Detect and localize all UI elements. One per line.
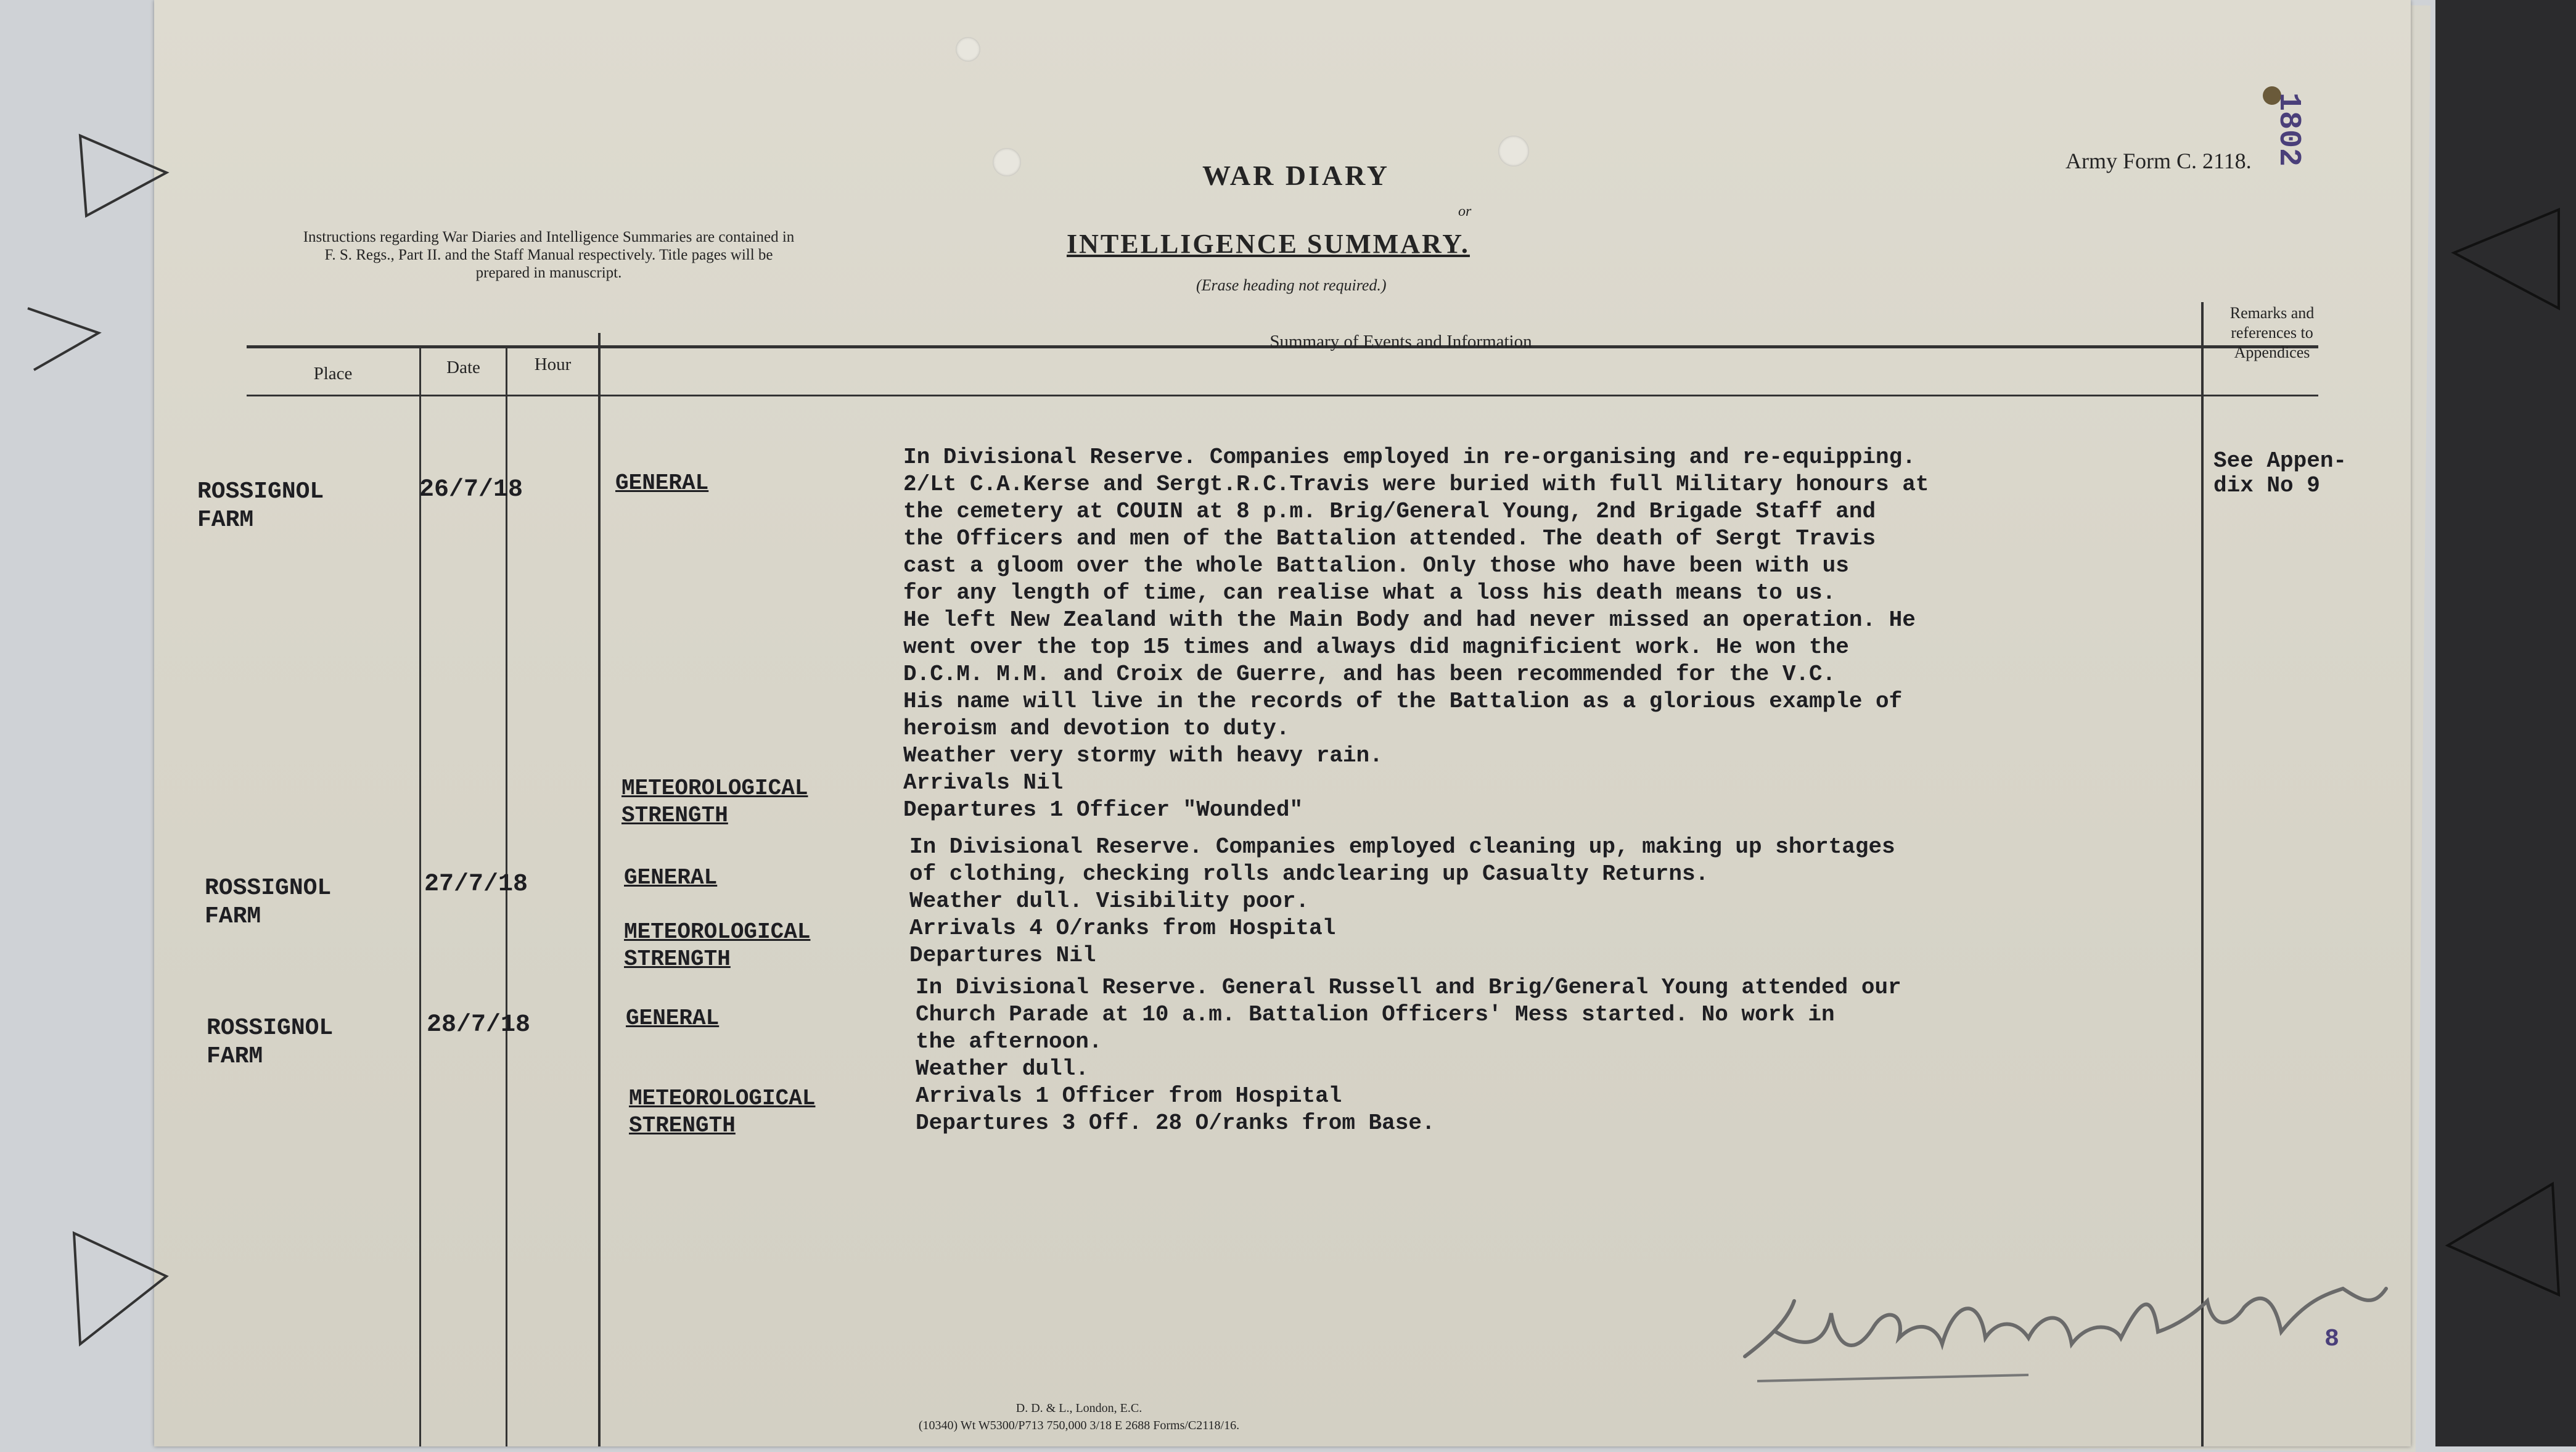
event-line: heroism and devotion to duty.: [903, 716, 1290, 741]
event-line: Departures 3 Off. 28 O/ranks from Base.: [916, 1110, 1435, 1136]
event-line: Arrivals 1 Officer from Hospital: [916, 1083, 1342, 1109]
event-line: In Divisional Reserve. Companies employed in re-organising and re-equipping.: [903, 445, 1916, 470]
page-subtitle: INTELLIGENCE SUMMARY.: [1067, 229, 1470, 259]
entry-remark: [2213, 449, 2347, 498]
registration-triangle-icon: [62, 1227, 173, 1350]
entry-heading-general: GENERAL: [624, 865, 718, 890]
instructions-text: Instructions regarding War Diaries and Intelligence Summaries are contained in F. S. Regs., Part II. and the Staff Manual respectively. Title pages will be prepared in manuscript.: [303, 229, 795, 281]
registration-triangle-icon: [18, 296, 105, 382]
tear-mark: [993, 148, 1021, 176]
event-line: In Divisional Reserve. General Russell and Brig/General Young attended our: [916, 975, 1901, 1000]
header-bottom-rule: [247, 395, 2318, 396]
signature: [1720, 1264, 2411, 1400]
column-header-date: Date: [446, 358, 480, 377]
event-line: Weather dull. Visibility poor.: [909, 888, 1310, 914]
place-line: ROSSIGNOL: [197, 478, 324, 505]
entry-heading-strength: STRENGTH: [624, 946, 731, 972]
event-line: Weather very stormy with heavy rain.: [903, 743, 1383, 768]
erase-note: (Erase heading not required.): [1196, 276, 1387, 294]
war-diary-page: [154, 0, 2411, 1446]
event-line: In Divisional Reserve. Companies employed cleaning up, making up shortages: [909, 834, 1895, 859]
event-line: Church Parade at 10 a.m. Battalion Officers' Mess started. No work in: [916, 1002, 1835, 1027]
event-line: 2/Lt C.A.Kerse and Sergt.R.C.Travis were buried with full Military honours at: [903, 472, 1929, 497]
page-title: WAR DIARY: [1202, 160, 1390, 191]
event-line: His name will live in the records of the Battalion as a glorious example of: [903, 689, 1903, 714]
entry-heading-meteorological: METEOROLOGICAL: [624, 919, 811, 945]
entry-place: [205, 874, 331, 931]
place-line: FARM: [207, 1043, 263, 1070]
place-line: ROSSIGNOL: [205, 875, 332, 901]
remark-line: See Appen-: [2213, 448, 2347, 474]
event-line: Arrivals Nil: [903, 770, 1064, 795]
entry-date: 26/7/18: [419, 476, 523, 504]
registration-triangle-icon: [2442, 203, 2565, 314]
entry-heading-strength: STRENGTH: [621, 803, 728, 828]
imprint-line: (10340) Wt W5300/P713 750,000 3/18 E 2688 Forms/C2118/16.: [918, 1419, 1240, 1432]
place-line: FARM: [205, 903, 261, 930]
entry-date: 27/7/18: [424, 871, 528, 898]
column-header-hour: Hour: [534, 355, 572, 374]
entry-heading-meteorological: METEOROLOGICAL: [621, 776, 808, 801]
page-number: 8: [2324, 1326, 2340, 1353]
entry-events: [916, 974, 1901, 1137]
event-line: of clothing, checking rolls andclearing up Casualty Returns.: [909, 861, 1709, 887]
event-line: the afternoon.: [916, 1029, 1102, 1054]
entry-date: 28/7/18: [427, 1011, 531, 1039]
printer-imprint: [771, 1400, 1387, 1434]
entry-heading-meteorological: METEOROLOGICAL: [629, 1086, 816, 1111]
event-line: the cemetery at COUIN at 8 p.m. Brig/General Young, 2nd Brigade Staff and: [903, 499, 1876, 524]
event-line: Arrivals 4 O/ranks from Hospital: [909, 916, 1336, 941]
event-line: Departures 1 Officer "Wounded": [903, 797, 1303, 822]
entry-heading-general: GENERAL: [615, 470, 709, 496]
event-line: went over the top 15 times and always did magnificient work. He won the: [903, 634, 1849, 660]
column-divider: [598, 333, 601, 1446]
column-header-summary: Summary of Events and Information: [1270, 332, 1532, 351]
event-line: the Officers and men of the Battalion attended. The death of Sergt Travis: [903, 526, 1876, 551]
place-line: ROSSIGNOL: [207, 1015, 334, 1041]
entry-heading-general: GENERAL: [626, 1006, 720, 1031]
imprint-line: D. D. & L., London, E.C.: [1015, 1401, 1142, 1415]
remark-line: dix No 9: [2213, 473, 2320, 498]
event-line: Departures Nil: [909, 943, 1096, 968]
entry-place: [197, 478, 324, 535]
tear-mark: [956, 37, 980, 62]
army-form-label: Army Form C. 2118.: [2065, 149, 2252, 173]
tear-mark: [1498, 136, 1529, 166]
stamp-number: 1802: [2271, 92, 2306, 167]
event-line: D.C.M. M.M. and Croix de Guerre, and has been recommended for the V.C.: [903, 662, 1836, 687]
event-line: Weather dull.: [916, 1056, 1089, 1081]
column-header-remarks: Remarks and references to Appendices: [2229, 304, 2315, 361]
column-header-place: Place: [313, 364, 353, 384]
event-line: cast a gloom over the whole Battalion. Only those who have been with us: [903, 553, 1849, 578]
registration-triangle-icon: [2442, 1178, 2565, 1301]
entry-events: [903, 444, 1929, 824]
entry-place: [207, 1014, 333, 1071]
registration-triangle-icon: [74, 123, 173, 222]
event-line: for any length of time, can realise what a loss his death means to us.: [903, 580, 1836, 605]
column-divider: [419, 345, 421, 1446]
title-or: or: [1458, 203, 1472, 219]
event-line: He left New Zealand with the Main Body and had never missed an operation. He: [903, 607, 1916, 633]
place-line: FARM: [197, 507, 254, 533]
entry-heading-strength: STRENGTH: [629, 1113, 736, 1138]
entry-events: [909, 834, 1895, 969]
